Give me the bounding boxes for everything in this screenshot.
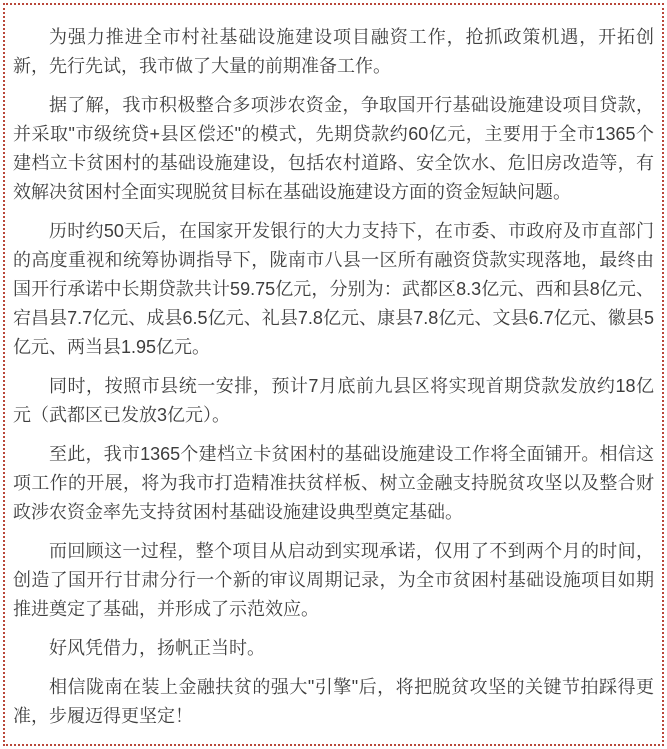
article-paragraph-5: 至此，我市1365个建档立卡贫困村的基础设施建设工作将全面铺开。相信这项工作的开展，将为我市打造精准扶贫样板、树立金融支持脱贫攻坚以及整合财政涉农资金率先支持贫困村基础设施建设典型奠定基础。: [13, 444, 654, 522]
article-paragraph-7: 好风凭借力，扬帆正当时。: [49, 638, 265, 658]
article-paragraph-8: 相信陇南在装上金融扶贫的强大"引擎"后，将把脱贫攻坚的关键节拍踩得更准，步履迈得更坚定！: [13, 677, 654, 726]
article-frame: [3, 3, 664, 746]
article-paragraph-6: 而回顾这一过程，整个项目从启动到实现承诺，仅用了不到两个月的时间，创造了国开行甘肃分行一个新的审议周期记录，为全市贫困村基础设施项目如期推进奠定了基础，并形成了示范效应。: [13, 541, 654, 619]
article-paragraph-2: 据了解，我市积极整合多项涉农资金，争取国开行基础设施建设项目贷款，并采取"市级统贷+县区偿还"的模式，先期贷款约60亿元，主要用于全市1365个建档立卡贫困村的基础设施建设，包括农村道路、安全饮水、危旧房改造等，有效解决贫困村全面实现脱贫目标在基础设施建设方面的资金短缺问题。: [13, 95, 654, 202]
article-paragraph-1: 为强力推进全市村社基础设施建设项目融资工作，抢抓政策机遇，开拓创新，先行先试，我市做了大量的前期准备工作。: [13, 27, 654, 76]
article-paragraph-4: 同时，按照市县统一安排，预计7月底前九县区将实现首期贷款发放约18亿元（武都区已发放3亿元）。: [13, 376, 654, 425]
article-paragraph-3: 历时约50天后，在国家开发银行的大力支持下，在市委、市政府及市直部门的高度重视和统筹协调指导下，陇南市八县一区所有融资贷款实现落地，最终由国开行承诺中长期贷款共计59.75亿元，分别为：武都区8.3亿元、西和县8亿元、宕昌县7.7亿元、成县6.5亿元、礼县7.8亿元、康县7.8亿元、文县6.7亿元、徽县5亿元、两当县1.95亿元。: [13, 221, 654, 357]
